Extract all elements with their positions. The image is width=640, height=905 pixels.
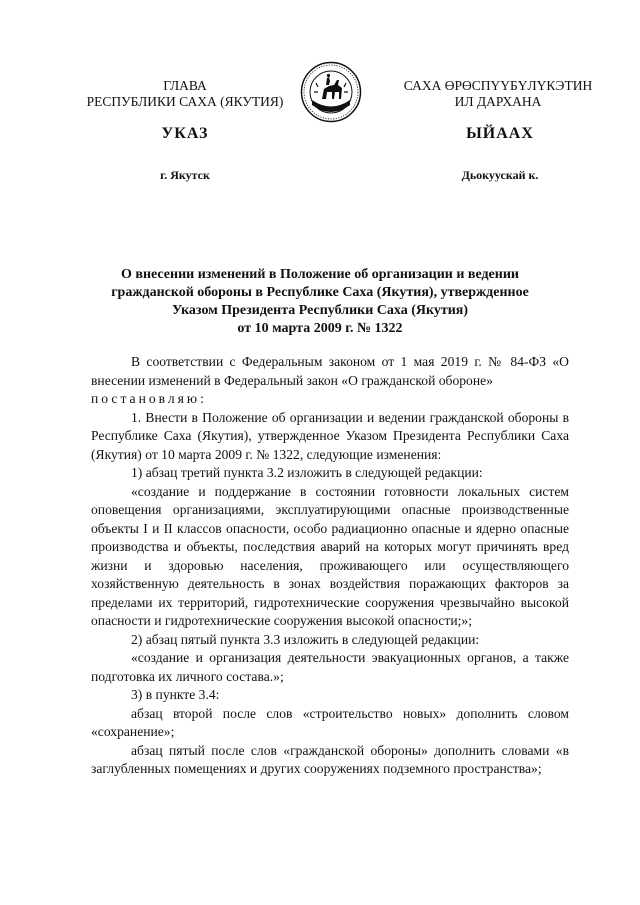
paragraph-decree-word: постановляю:	[91, 391, 207, 406]
title-line-2: гражданской обороны в Республике Саха (Якутия), утвержденное	[111, 285, 529, 300]
header-left	[60, 78, 310, 110]
paragraph-6: 3) в пункте 3.4:	[131, 687, 220, 702]
paragraph-7: абзац второй после слов «строительство новых» дополнить словом «сохранение»;	[91, 705, 569, 739]
paragraph-1: 1. Внести в Положение об организации и ведении гражданской обороны в Республике Саха (Якутия), утвержденное Указом Президента Республики Саха (Якутия) от 10 марта 2009 г. № 1322, следующие изменения:	[91, 409, 569, 462]
paragraph-3: «создание и поддержание в состоянии готовности локальных систем оповещения организациями, эксплуатирующими опасные производственные объекты I и II классов опасности, особо радиационно опасные и ядерно опасные производства и объекты, последствия аварий на которых могут причинять вред жизни и здоровью населения, проживающего или осуществляющего хозяйственную деятельность в зонах воздействия поражающих факторов за пределами их территорий, гидротехнические сооружения чрезвычайно высокой опасности и гидротехнические сооружения высокой опасности;»;	[91, 483, 569, 628]
title-line-1: О внесении изменений в Положение об организации и ведении	[121, 267, 519, 282]
coat-of-arms-emblem-icon	[300, 61, 362, 123]
header-right	[382, 78, 614, 110]
document-title	[95, 266, 545, 338]
paragraph-8: абзац пятый после слов «гражданской обороны» дополнить словами «в заглубленных помещениях и других сооружениях подземного пространства»;	[91, 742, 569, 776]
paragraph-4: 2) абзац пятый пункта 3.3 изложить в следующей редакции:	[131, 631, 480, 647]
city-label-yakut: Дьокуускай к.	[461, 168, 539, 182]
document-body	[91, 353, 569, 779]
header-left-line2: РЕСПУБЛИКИ САХА (ЯКУТИЯ)	[86, 94, 284, 109]
paragraph-intro: В соответствии с Федеральным законом от 1 мая 2019 г. № 84-ФЗ «О внесении изменений в Федеральный закон «О гражданской обороне»	[91, 354, 569, 388]
paragraph-2: 1) абзац третий пункта 3.2 изложить в следующей редакции:	[131, 465, 483, 480]
header-right-line1: САХА ӨРӨСПҮҮБҮЛҮКЭТИН	[403, 78, 593, 93]
city-label-russian: г. Якутск	[160, 168, 210, 182]
title-line-4: от 10 марта 2009 г. № 1322	[237, 321, 403, 336]
decree-label-russian: УКАЗ	[161, 125, 209, 142]
title-line-3: Указом Президента Республики Саха (Якутия)	[171, 303, 469, 318]
header-right-line2: ИЛ ДАРХАНА	[454, 94, 542, 109]
decree-label-yakut: ЫЙААХ	[466, 125, 534, 142]
header-left-line1: ГЛАВА	[163, 78, 207, 93]
paragraph-5: «создание и организация деятельности эвакуационных органов, а также подготовка их личного состава.»;	[91, 650, 569, 684]
